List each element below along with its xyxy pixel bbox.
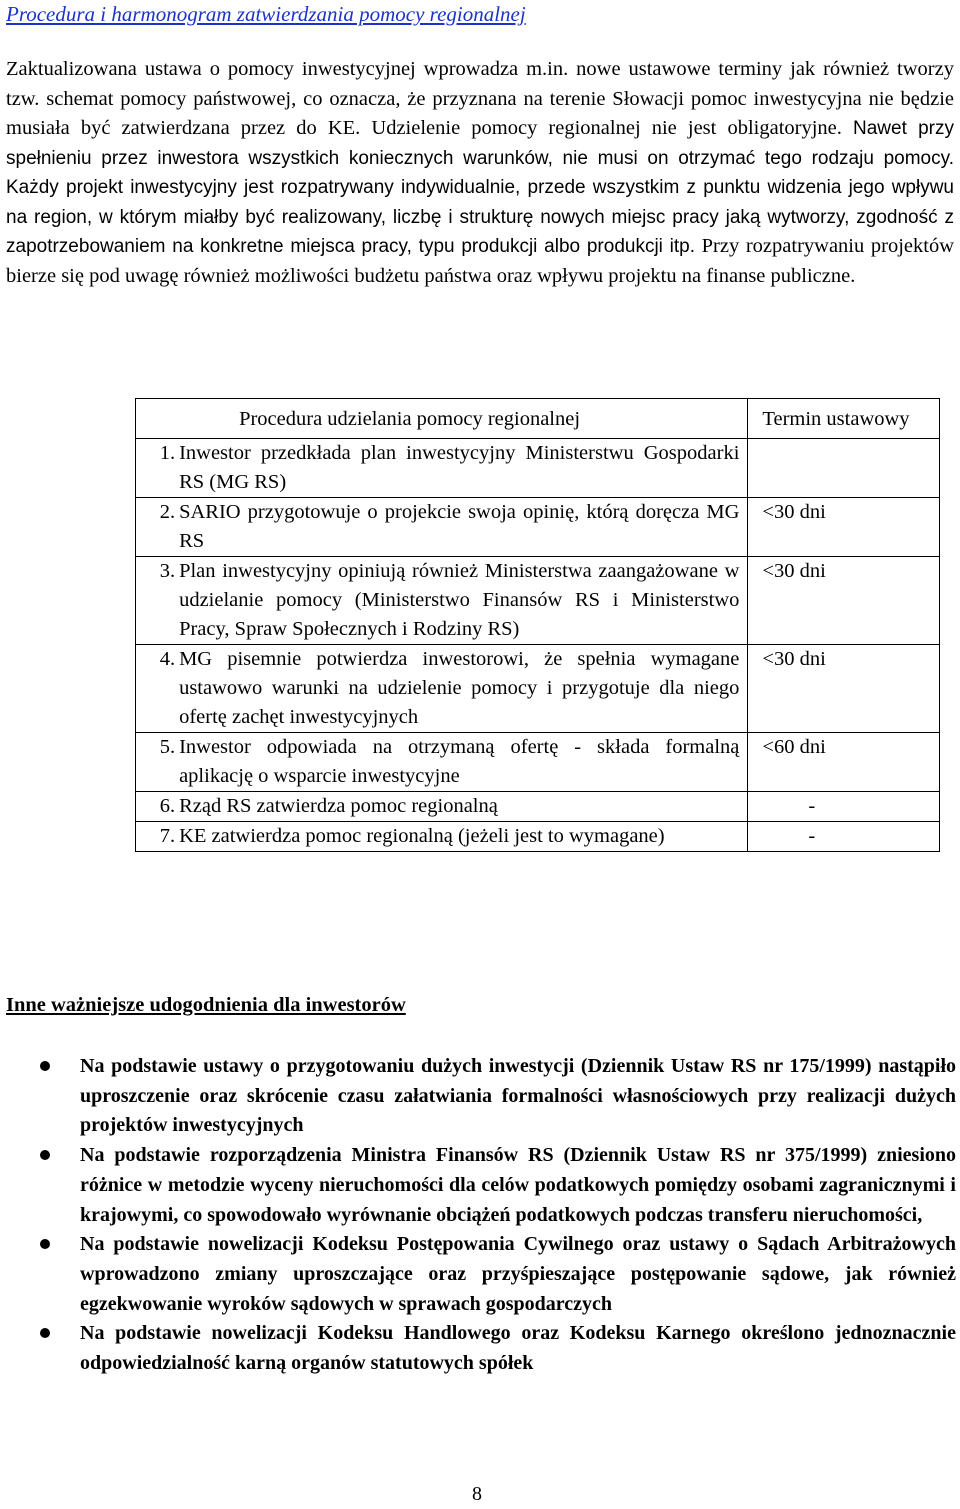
row-num: 7. [136, 822, 180, 852]
row-num: 1. [136, 439, 180, 498]
row-num: 6. [136, 792, 180, 822]
row-text: Rząd RS zatwierdza pomoc regionalną [179, 792, 748, 822]
row-term: <30 dni [748, 645, 940, 733]
header-term: Termin ustawowy [748, 399, 940, 439]
row-term: - [748, 822, 940, 852]
row-num: 4. [136, 645, 180, 733]
list-item [0, 1319, 956, 1378]
header-num-cell [136, 399, 180, 439]
intro-text-3: Każdy projekt inwestycyjny jest rozpatrywany indywidualnie, przede wszystkim z punktu widzenia jego wpływu na region, w którym miałby być realizowany, liczbę i strukturę nowych miejsc pracy jaką wytworzy, zgodność z zapotrzebowaniem na konkretne miejsca pracy, typu produkcji albo produkcji itp. [6, 177, 954, 257]
intro-text-1: Zaktualizowana ustawa o pomocy inwestycyjnej wprowadza m.in. nowe ustawowe terminy jak również tworzy tzw. schemat pomocy państwowej, co oznacza, że przyznana na terenie Słowacji pomoc inwestycyjna nie będzie musiała być zatwierdzana przez do KE. Udzielenie pomocy regionalnej nie jest obligatoryjne. [6, 58, 954, 139]
bullet-icon [40, 1150, 50, 1160]
table-row [136, 822, 940, 852]
table-row [136, 792, 940, 822]
row-text: MG pisemnie potwierdza inwestorowi, że spełnia wymagane ustawowo warunki na udzielenie pomocy i przygotuje dla niego ofertę zachęt inwestycyjnych [179, 645, 748, 733]
row-num: 2. [136, 498, 180, 557]
list-item [0, 1141, 956, 1230]
list-item [0, 1052, 956, 1141]
row-term: <60 dni [748, 733, 940, 792]
list-item-text: Na podstawie nowelizacji Kodeksu Handlowego oraz Kodeksu Karnego określono jednoznacznie odpowiedzialność karną organów statutowych spółek [80, 1322, 956, 1375]
list-item-text: Na podstawie rozporządzenia Ministra Finansów RS (Dziennik Ustaw RS nr 375/1999) zniesiono różnice w metodzie wyceny nieruchomości dla celów podatkowych pomiędzy osobami zagranicznymi i krajowymi, co spowodowało wyrównanie obciążeń podatkowych podczas transferu nieruchomości, [80, 1144, 956, 1226]
header-procedure: Procedura udzielania pomocy regionalnej [179, 399, 748, 439]
list-item-text: Na podstawie nowelizacji Kodeksu Postępowania Cywilnego oraz ustawy o Sądach Arbitrażowych wprowadzono zmiany uproszczające oraz przyśpieszające postępowanie sądowe, jak również egzekwowanie wyroków sądowych w sprawach gospodarczych [80, 1233, 956, 1315]
bullet-icon [40, 1328, 50, 1338]
intro-paragraph [6, 55, 954, 291]
row-term: - [748, 792, 940, 822]
row-term [748, 439, 940, 498]
table-row [136, 439, 940, 498]
table-row [136, 498, 940, 557]
table-header-row [136, 399, 940, 439]
table-row [136, 645, 940, 733]
procedure-table [135, 398, 940, 852]
row-num: 3. [136, 557, 180, 645]
page-heading: Procedura i harmonogram zatwierdzania pomocy regionalnej [6, 2, 526, 26]
bullet-icon [40, 1061, 50, 1071]
table-row [136, 733, 940, 792]
row-text: Plan inwestycyjny opiniują również Ministerstwa zaangażowane w udzielanie pomocy (Ministerstwo Finansów RS i Ministerstwo Pracy, Spraw Społecznych i Rodziny RS) [179, 557, 748, 645]
intro-text-2: Nawet przy spełnieniu przez inwestora wszystkich koniecznych warunków, nie musi on otrzymać tego rodzaju pomocy. [6, 118, 955, 169]
table-row [136, 557, 940, 645]
section-heading: Inne ważniejsze udogodnienia dla inwestorów [6, 994, 406, 1016]
row-num: 5. [136, 733, 180, 792]
row-text: KE zatwierdza pomoc regionalną (jeżeli jest to wymagane) [179, 822, 748, 852]
benefits-list [0, 1052, 956, 1379]
row-term: <30 dni [748, 498, 940, 557]
intro-text-4: Przy rozpatrywaniu projektów bierze się pod uwagę również możliwości budżetu państwa oraz wpływu projektu na finanse publiczne. [6, 235, 954, 287]
page-number: 8 [472, 1483, 482, 1505]
list-item [0, 1230, 956, 1319]
bullet-icon [40, 1239, 50, 1249]
row-text: Inwestor odpowiada na otrzymaną ofertę - składa formalną aplikację o wsparcie inwestycyjne [179, 733, 748, 792]
row-text: Inwestor przedkłada plan inwestycyjny Ministerstwu Gospodarki RS (MG RS) [179, 439, 748, 498]
list-item-text: Na podstawie ustawy o przygotowaniu dużych inwestycji (Dziennik Ustaw RS nr 175/1999) nastąpiło uproszczenie oraz skrócenie czasu załatwiania formalności własnościowych przy realizacji dużych projektów inwestycyjnych [80, 1055, 956, 1137]
row-term: <30 dni [748, 557, 940, 645]
row-text: SARIO przygotowuje o projekcie swoja opinię, którą doręcza MG RS [179, 498, 748, 557]
